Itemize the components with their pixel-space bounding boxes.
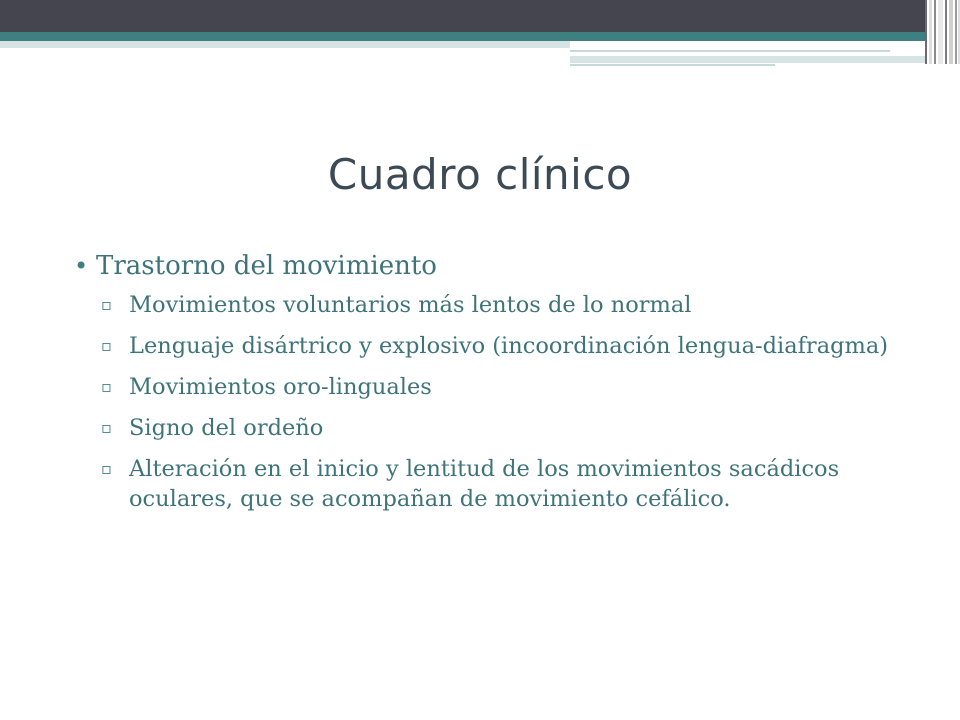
list-item [74, 246, 894, 286]
list-item [74, 454, 894, 514]
bullet-square-icon: ▫ [101, 295, 112, 314]
list-item [74, 331, 894, 361]
bullet-list [74, 246, 894, 525]
list-item [74, 413, 894, 443]
bullet-square-icon: ▫ [101, 377, 112, 396]
header-pale-band [0, 41, 570, 48]
header-accent-band [0, 32, 925, 41]
bullet-square-icon: ▫ [101, 418, 112, 437]
heading-text: Trastorno del movimiento [96, 251, 437, 281]
list-item [74, 372, 894, 402]
decor-vertical-bars [925, 0, 960, 64]
header-band [0, 0, 925, 32]
list-item-text: Signo del ordeño [129, 415, 324, 441]
list-item [74, 290, 894, 320]
decor-line [570, 64, 775, 66]
bullet-square-icon: ▫ [101, 459, 112, 478]
decor-line [570, 50, 890, 52]
bullet-square-icon: ▫ [101, 336, 112, 355]
list-item-text: Alteración en el inicio y lentitud de los movimientos sacádicos oculares, que se acompañan de movimiento cefálico. [129, 456, 840, 512]
bullet-dot-icon: • [74, 252, 89, 280]
slide-title: Cuadro clínico [327, 150, 633, 199]
list-item-text: Lenguaje disártrico y explosivo (incoordinación lengua-diafragma) [129, 333, 889, 359]
list-item-text: Movimientos oro-linguales [129, 374, 432, 400]
list-item-text: Movimientos voluntarios más lentos de lo normal [129, 292, 692, 318]
decor-strip [570, 56, 925, 63]
